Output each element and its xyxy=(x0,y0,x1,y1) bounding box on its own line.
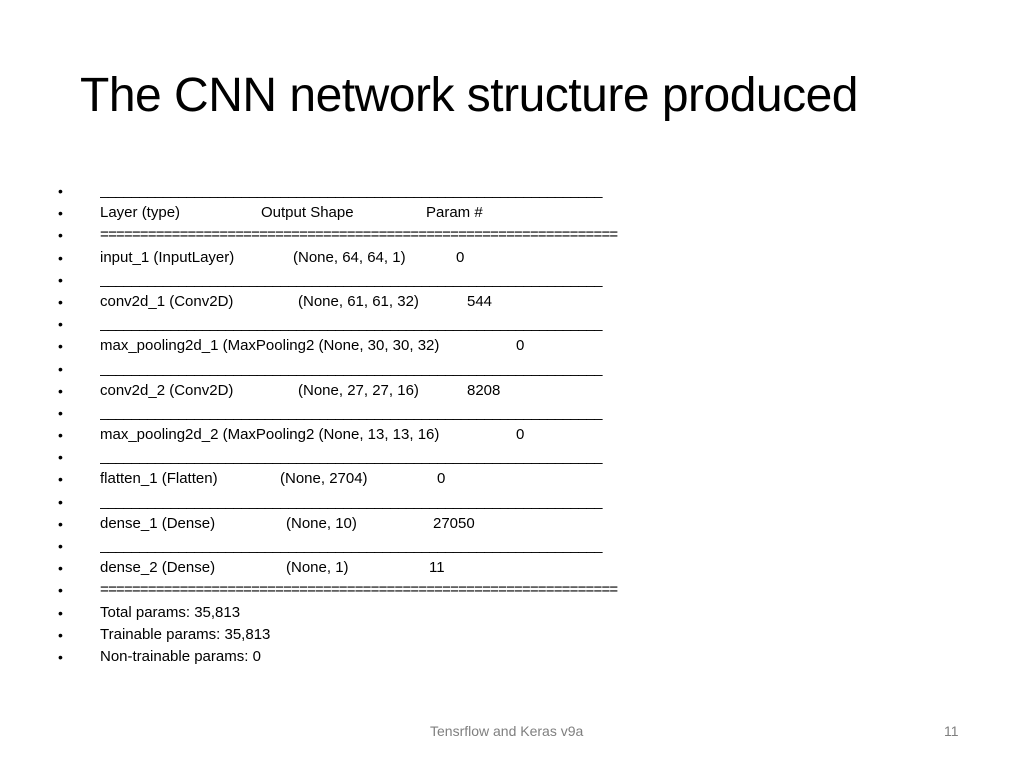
table-cell: conv2d_1 (Conv2D) xyxy=(100,292,234,310)
bullet-icon: • xyxy=(58,249,63,266)
slide-footer: Tensrflow and Keras v9a xyxy=(430,723,584,739)
table-cell: input_1 (InputLayer) xyxy=(100,248,235,266)
table-cell: flatten_1 (Flatten) xyxy=(100,470,218,488)
bullet-icon: • xyxy=(58,471,63,488)
slide-title: The CNN network structure produced xyxy=(80,69,858,122)
table-cell: max_pooling2d_1 (MaxPooling2 (None, 30, 30, 32) xyxy=(100,337,440,355)
table-cell: conv2d_2 (Conv2D) xyxy=(100,381,234,399)
table-cell: (None, 10) xyxy=(286,514,357,532)
table-cell: (None, 61, 61, 32) xyxy=(298,292,419,310)
summary-line xyxy=(0,491,1024,513)
summary-line xyxy=(0,646,1024,668)
bullet-icon: • xyxy=(58,648,63,665)
summary-line xyxy=(0,358,1024,380)
table-header-cell: Layer (type) xyxy=(100,204,181,222)
bullet-icon: • xyxy=(58,560,63,577)
bullet-icon: • xyxy=(58,427,63,444)
separator-equals: ================================================================= xyxy=(100,581,618,599)
separator-equals: ================================================================= xyxy=(100,226,618,244)
separator-underscore: ________________________________________________________________ xyxy=(100,403,602,421)
bullet-icon: • xyxy=(58,493,63,510)
table-cell: 0 xyxy=(437,470,446,488)
table-cell: 0 xyxy=(516,337,525,355)
bullet-icon: • xyxy=(58,338,63,355)
separator-underscore: ________________________________________________________________ xyxy=(100,448,602,466)
table-header-cell: Output Shape xyxy=(261,204,354,222)
table-cell: 8208 xyxy=(467,381,501,399)
separator-underscore: ________________________________________________________________ xyxy=(100,537,602,554)
table-cell: (None, 64, 64, 1) xyxy=(293,248,406,266)
separator-underscore: ________________________________________________________________ xyxy=(100,492,602,510)
bullet-icon: • xyxy=(58,626,63,643)
summary-line xyxy=(0,269,1024,291)
table-cell: (None, 27, 27, 16) xyxy=(298,381,419,399)
separator-underscore: ________________________________________________________________ xyxy=(100,359,602,377)
bullet-icon: • xyxy=(58,205,63,222)
summary-line xyxy=(0,535,1024,557)
summary-line xyxy=(0,247,1024,269)
summary-line xyxy=(0,557,1024,579)
table-cell: dense_1 (Dense) xyxy=(100,514,216,532)
table-cell: (None, 2704) xyxy=(280,470,368,488)
table-cell: (None, 1) xyxy=(286,559,349,577)
table-cell: 544 xyxy=(467,292,493,310)
bullet-icon: • xyxy=(58,271,63,288)
bullet-icon: • xyxy=(58,183,63,199)
summary-line xyxy=(0,602,1024,624)
summary-line xyxy=(0,468,1024,490)
table-cell: 11 xyxy=(429,559,445,577)
summary-line xyxy=(0,624,1024,646)
bullet-icon: • xyxy=(58,382,63,399)
bullet-icon: • xyxy=(58,538,63,554)
model-summary-list xyxy=(0,180,1024,668)
summary-line xyxy=(0,202,1024,224)
summary-total-text: Non-trainable params: 0 xyxy=(100,647,261,665)
bullet-icon: • xyxy=(58,604,63,621)
bullet-icon: • xyxy=(58,404,63,421)
summary-line xyxy=(0,402,1024,424)
summary-line xyxy=(0,424,1024,446)
bullet-icon: • xyxy=(58,515,63,532)
slide-page-number: 11 xyxy=(944,723,959,739)
bullet-icon: • xyxy=(58,360,63,377)
summary-line xyxy=(0,380,1024,402)
separator-underscore: ________________________________________________________________ xyxy=(100,270,602,288)
summary-line xyxy=(0,313,1024,335)
summary-line xyxy=(0,224,1024,246)
summary-line xyxy=(0,513,1024,535)
bullet-icon: • xyxy=(58,582,63,599)
summary-total-text: Trainable params: 35,813 xyxy=(100,625,271,643)
bullet-icon: • xyxy=(58,227,63,244)
table-cell: 27050 xyxy=(433,514,475,532)
bullet-icon: • xyxy=(58,316,63,333)
summary-line xyxy=(0,335,1024,357)
summary-total-text: Total params: 35,813 xyxy=(100,603,241,621)
summary-line xyxy=(0,180,1024,202)
summary-line xyxy=(0,579,1024,601)
separator-underscore: ________________________________________________________________ xyxy=(100,315,602,333)
summary-line xyxy=(0,291,1024,313)
table-cell: dense_2 (Dense) xyxy=(100,559,216,577)
bullet-icon: • xyxy=(58,449,63,466)
separator-underscore: ________________________________________________________________ xyxy=(100,182,602,199)
table-header-cell: Param # xyxy=(426,204,483,222)
table-cell: 0 xyxy=(516,426,525,444)
summary-line xyxy=(0,446,1024,468)
table-cell: max_pooling2d_2 (MaxPooling2 (None, 13, 13, 16) xyxy=(100,426,440,444)
table-cell: 0 xyxy=(456,248,465,266)
bullet-icon: • xyxy=(58,293,63,310)
